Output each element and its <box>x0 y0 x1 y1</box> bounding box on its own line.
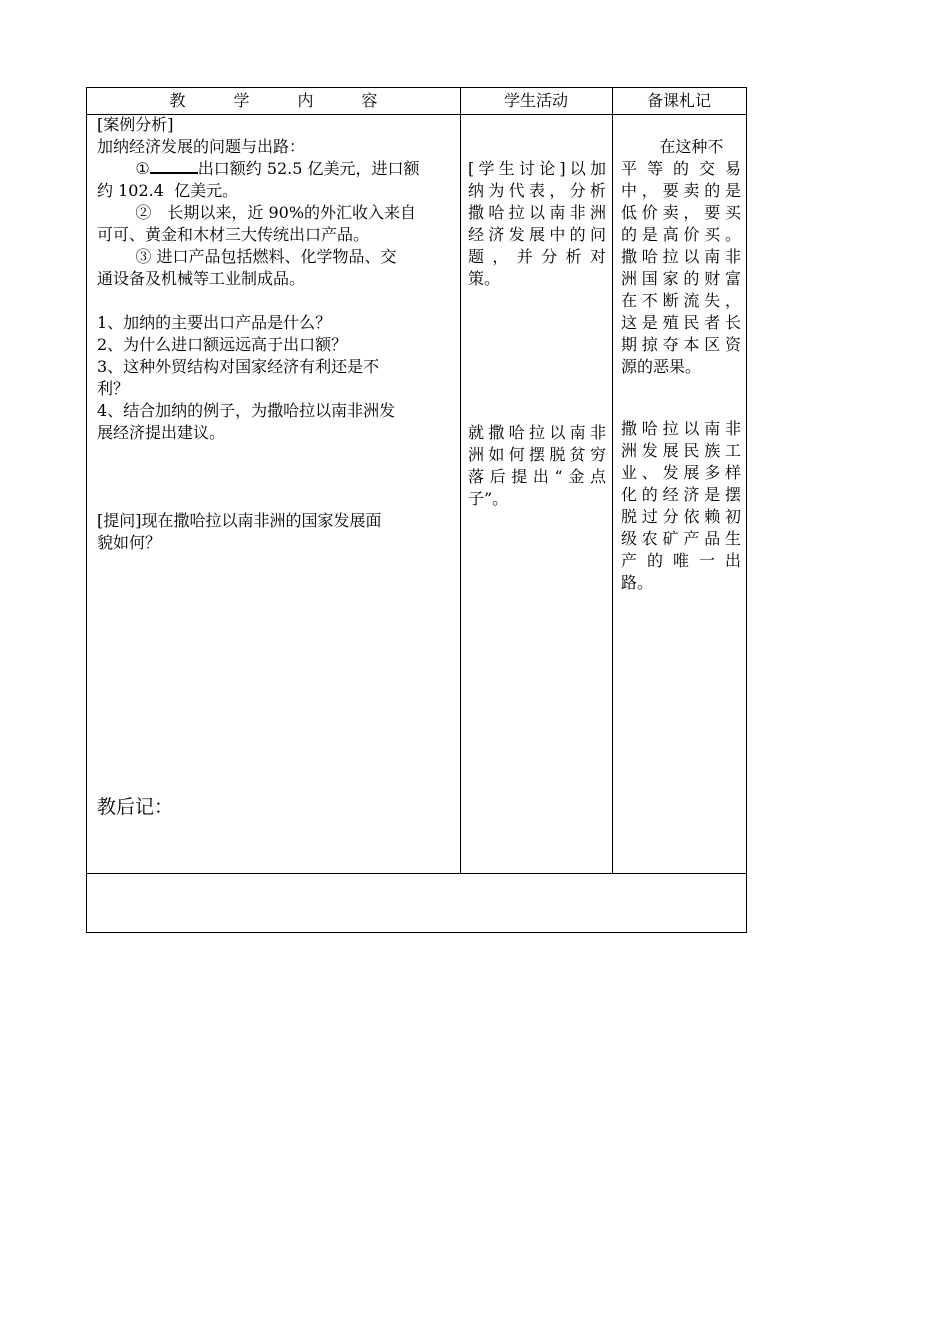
activity-line: 子”。 <box>468 489 509 508</box>
ask-line-2: 貌如何？ <box>97 533 162 552</box>
header-content: 教 学 内 容 <box>169 91 378 110</box>
item-1-number: ① <box>135 159 150 178</box>
activity-line: 落后提出“金点 <box>468 467 606 486</box>
lesson-table <box>86 87 747 933</box>
notes-line: 低价卖，要买 <box>621 203 741 222</box>
activity-line: 洲如何摆脱贫穷 <box>468 445 606 464</box>
spacer <box>97 444 453 510</box>
notes-line: 洲国家的财富 <box>621 269 741 288</box>
activity-discussion <box>468 158 606 290</box>
question-3-line-1: 3、这种外贸结构对国家经济有利还是不 <box>97 357 380 376</box>
notes-line: 化的经济是摆 <box>621 485 741 504</box>
question-1: 1、加纳的主要出口产品是什么？ <box>97 313 332 332</box>
activity-line: [学生讨论]以加 <box>468 159 606 178</box>
item-1-text: 出口额约 52.5 亿美元，进口额 <box>197 159 420 178</box>
item-1-line-2: 约 102.4 亿美元。 <box>97 181 239 200</box>
question-4-line-2: 展经济提出建议。 <box>97 423 226 442</box>
activity-line: 经济发展中的问 <box>468 225 606 244</box>
notes-paragraph-1 <box>621 136 741 378</box>
spacer <box>97 290 453 312</box>
header-activity: 学生活动 <box>503 91 568 110</box>
activity-ideas <box>468 422 606 510</box>
notes-line: 在不断流失， <box>621 291 741 310</box>
notes-line: 业、发展多样 <box>621 463 741 482</box>
case-title: 加纳经济发展的问题与出路： <box>97 137 306 156</box>
notes-line: 期掠夺本区资 <box>621 335 741 354</box>
question-2: 2、为什么进口额远远高于出口额？ <box>97 335 348 354</box>
notes-line: 脱过分依赖初 <box>621 507 741 526</box>
notes-line: 平等的交易 <box>621 159 741 178</box>
notes-line: 产的唯一出 <box>621 551 741 570</box>
fill-blank <box>150 158 198 174</box>
notes-line: 撒哈拉以南非 <box>621 247 741 266</box>
notes-line: 级农矿产品生 <box>621 529 741 548</box>
item-3-line-2: 通设备及机械等工业制成品。 <box>97 269 306 288</box>
item-3-line-1: ③ 进口产品包括燃料、化学物品、交 <box>135 247 397 266</box>
item-2-line-1: ② 长期以来，近 90%的外汇收入来自 <box>135 203 417 222</box>
activity-line: 就撒哈拉以南非 <box>468 423 606 442</box>
case-tag: [案例分析] <box>97 115 174 134</box>
notes-paragraph-2 <box>621 418 741 594</box>
activity-line: 纳为代表，分析 <box>468 181 606 200</box>
notes-line: 源的恶果。 <box>621 357 702 376</box>
notes-line: 撒哈拉以南非 <box>621 419 741 438</box>
content-column <box>97 114 453 554</box>
activity-line: 题，并分析对 <box>468 247 606 266</box>
notes-line: 的是高价买。 <box>621 225 741 244</box>
column-divider-1 <box>460 88 461 873</box>
activity-line: 撒哈拉以南非洲 <box>468 203 606 222</box>
item-2-line-2: 可可、黄金和木材三大传统出口产品。 <box>97 225 370 244</box>
notes-line: 路。 <box>621 573 654 592</box>
ask-line-1: [提问]现在撒哈拉以南非洲的国家发展面 <box>97 511 382 530</box>
notes-line: 洲发展民族工 <box>621 441 741 460</box>
header-notes: 备课札记 <box>646 91 711 110</box>
notes-line: 在这种不 <box>659 137 724 156</box>
question-3-line-2: 利？ <box>97 379 130 398</box>
postscript-label: 教后记： <box>97 796 174 818</box>
notes-line: 这是殖民者长 <box>621 313 741 332</box>
activity-line: 策。 <box>468 269 501 288</box>
question-4-line-1: 4、结合加纳的例子，为撒哈拉以南非洲发 <box>97 401 396 420</box>
notes-line: 中，要卖的是 <box>621 181 741 200</box>
footer-divider <box>87 873 746 874</box>
item-1-line-1 <box>97 158 453 180</box>
column-divider-2 <box>612 88 613 873</box>
